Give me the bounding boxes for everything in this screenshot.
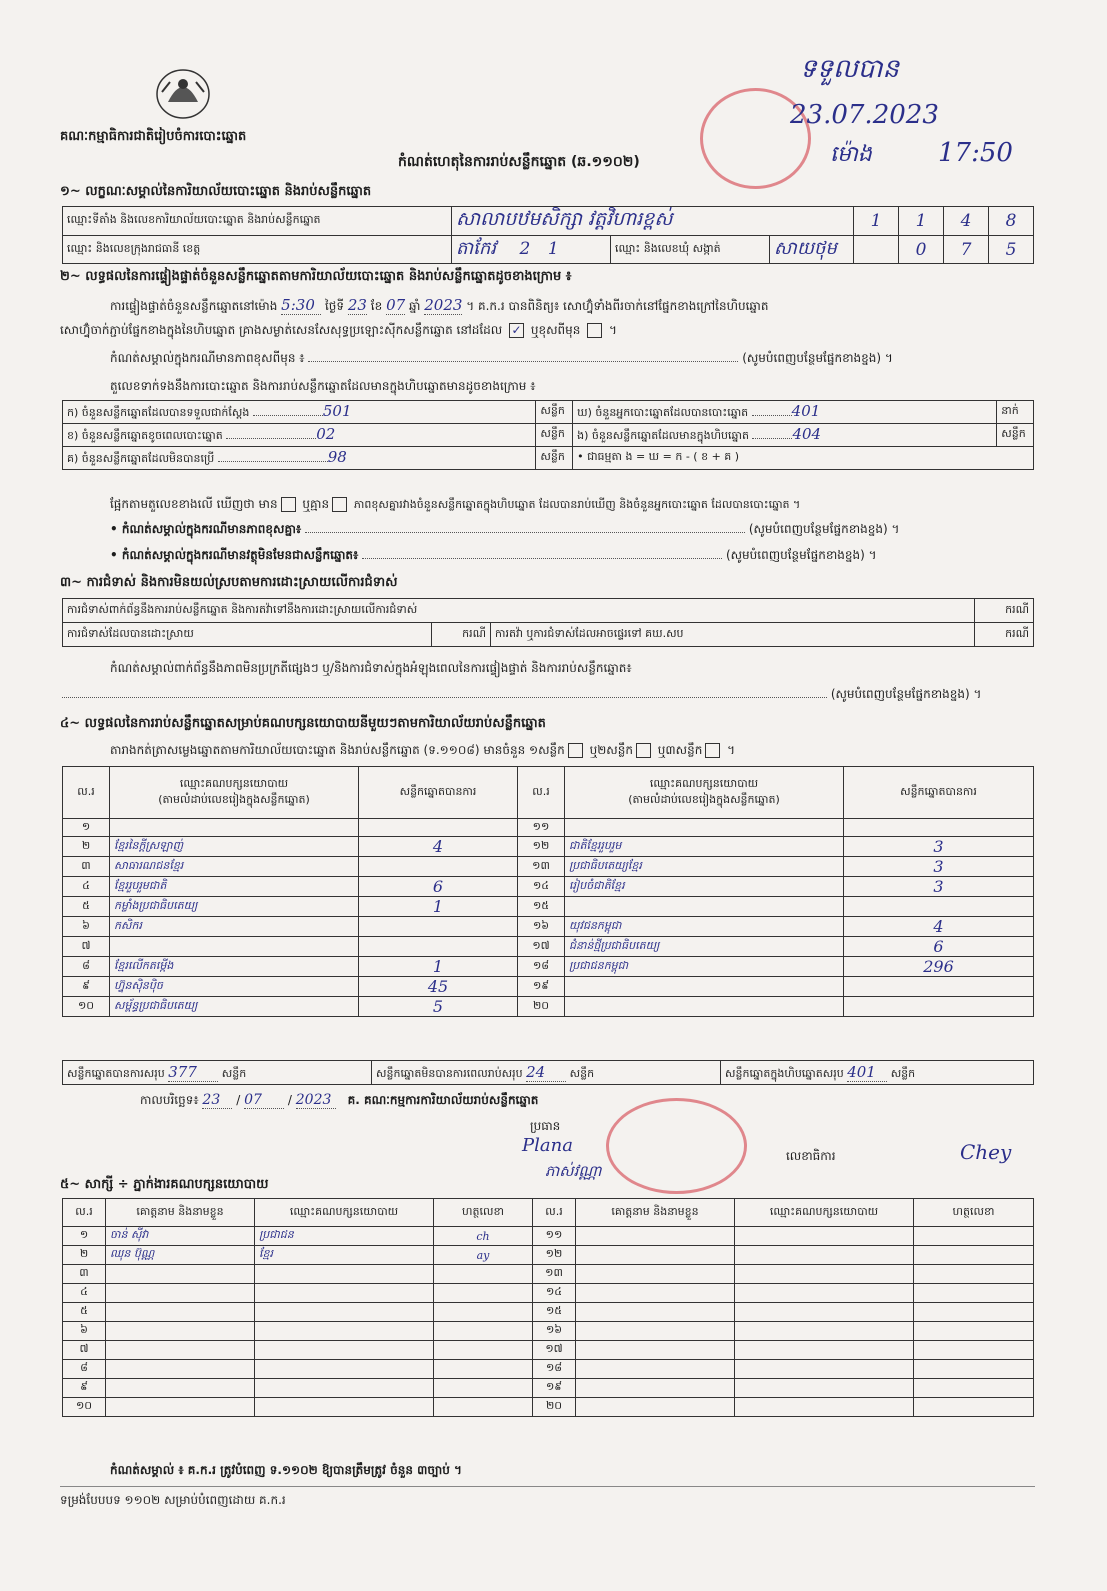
- same-checkbox[interactable]: ✓: [509, 323, 524, 338]
- table-row: ៨ ខ្មែរលើកតម្កើង 1 ១៨ ប្រជាជនកម្ពុជា 296: [63, 957, 1034, 977]
- w-col-sig-left: ហត្ថលេខា: [434, 1199, 533, 1227]
- section2-intro: តួលេខទាក់ទងនឹងការបោះឆ្នោត និងការរាប់សន្លឹកឆ្នោតដែលមានក្នុងហិបឆ្នោតមានដូចខាងក្រោម ៖: [110, 379, 536, 393]
- section3-note: កំណត់សម្គាល់ពាក់ព័ន្ធនឹងភាពមិនប្រក្រតីផ្សេងៗ ឬ/និងការជំទាស់ក្នុងអំឡុងពេលនៃការផ្ទៀងផ្ទាត់ និងការរាប់សន្លឹកឆ្នោត៖: [110, 661, 632, 675]
- section2-heading: ២~ លទ្ធផលនៃការផ្ទៀងផ្ទាត់ចំនួនសន្លឹកឆ្នោតតាមការិយាល័យបោះឆ្នោត និងរាប់សន្លឹកឆ្នោតដូចខាងក្រោម ៖: [60, 269, 572, 284]
- table-row: ៧ ១៧ ជំនាន់ថ្មីប្រជាធិបតេយ្យ 6: [63, 937, 1034, 957]
- note-foreign-objects: • កំណត់សម្គាល់ក្នុងករណីមានវត្ថុមិនមែនជាសន្លឹកឆ្នោត៖ (សូមបំពេញបន្ថែមផ្នែកខាងខ្នង) ។: [110, 548, 877, 562]
- final-note: កំណត់សម្គាល់ ៖ គ.ក.រ ត្រូវបំពេញ ទ.១១០២ ឱ្យបានត្រឹមត្រូវ ចំនួន ៣ច្បាប់ ។: [110, 1463, 462, 1477]
- w-col-name-left: គោត្តនាម និងនាមខ្លួន: [106, 1199, 255, 1227]
- w-col-sig-right: ហត្ថលេខា: [914, 1199, 1034, 1227]
- commune-digit-2: 7: [960, 239, 972, 260]
- section5-heading: ៥~ សាក្សី ÷ ភ្នាក់ងារគណបក្សនយោបាយ: [60, 1177, 269, 1192]
- has-difference-checkbox[interactable]: [281, 497, 296, 512]
- one-sheet-checkbox[interactable]: [568, 743, 583, 758]
- voters-label: ឃ) ចំនួនអ្នកបោះឆ្នោតដែលបានបោះឆ្នោត: [577, 406, 749, 419]
- table-row: ៨ ១៨: [63, 1360, 1034, 1379]
- section1-heading: ១~ លក្ខណៈសម្គាល់នៃការិយាល័យបោះឆ្នោត និងរាប់សន្លឹកឆ្នោត: [60, 184, 372, 199]
- note-difference: កំណត់សម្គាល់ក្នុងករណីមានភាពខុសពីមុន ៖ (សូមបំពេញបន្ថែមផ្នែកខាងខ្នង) ។: [110, 351, 893, 365]
- commune-value: សាយថុម: [774, 238, 837, 259]
- col-party-right-sub: (តាមលំដាប់លេខរៀងក្នុងសន្លឹកឆ្នោត): [628, 792, 780, 806]
- station-digit-2: 1: [915, 211, 927, 231]
- verify-year: 2023: [424, 296, 463, 314]
- verify-day: 23: [347, 296, 367, 314]
- escalated-unit: ករណី: [975, 623, 1034, 647]
- station-digit-3: 4: [960, 211, 972, 231]
- table-row: ១ ចាន់ ស៊ីវា ប្រជាជន ch ១១: [63, 1227, 1034, 1246]
- three-sheets-checkbox[interactable]: [705, 743, 720, 758]
- w-col-party-right: ឈ្មោះគណបក្សនយោបាយ: [735, 1199, 914, 1227]
- total-valid-value: 377: [168, 1063, 218, 1082]
- col-votes-left: សន្លឹកឆ្នោតបានការ: [359, 767, 518, 819]
- commune-digit-3: 5: [1005, 239, 1017, 260]
- note-discrepancy: • កំណត់សម្គាល់ក្នុងករណីមានភាពខុសគ្នា៖ (សូមបំពេញបន្ថែមផ្នែកខាងខ្នង) ។: [110, 522, 900, 536]
- objections-table: [62, 598, 1034, 647]
- table-row: ១ ១១: [63, 819, 1034, 837]
- ballots-in-box-label: ង) ចំនួនសន្លឹកឆ្នោតដែលមានក្នុងហិបឆ្នោត: [577, 429, 749, 442]
- table-row: ៥ កម្លាំងប្រជាធិបតេយ្យ 1 ១៥: [63, 897, 1034, 917]
- table-row: ១០ សម្ព័ន្ធប្រជាធិបតេយ្យ 5 ២០: [63, 997, 1034, 1017]
- ballots-in-box-unit: សន្លឹក: [997, 424, 1034, 447]
- col-no-right: ល.រ: [518, 767, 565, 819]
- received-value: 501: [322, 402, 352, 420]
- emblem-icon: [148, 62, 218, 122]
- station-label: ឈ្មោះទីតាំង និងលេខការិយាល័យបោះឆ្នោត និងរាប់សន្លឹកឆ្នោត: [63, 207, 452, 236]
- province-digit-2: 1: [547, 239, 559, 259]
- table-row: ៣ សាធារណជនខ្មែរ ១៣ ប្រជាធិបតេយ្យខ្មែរ 3: [63, 857, 1034, 877]
- table-row: ៥ ១៥: [63, 1303, 1034, 1322]
- unused-value: 98: [327, 448, 347, 466]
- section3-heading: ៣~ ការជំទាស់ និងការមិនយល់ស្របតាមការដោះស្រាយលើការជំទាស់: [60, 575, 398, 590]
- secretary-title: លេខាធិការ: [786, 1149, 836, 1163]
- resolved-unit: ករណី: [432, 623, 491, 647]
- footer-divider: [60, 1486, 1035, 1487]
- official-stamp-bottom: [606, 1098, 747, 1194]
- section2-para2: ផ្អែកតាមតួលេខខាងលើ ឃើញថា មាន ឬគ្មាន ភាពខុសគ្នារវាងចំនួនសន្លឹកឆ្នោតក្នុងហិបឆ្នោត ដែលបានរាប់ឃើញ និងចំនួនអ្នកបោះឆ្នោត ដែលបានបោះឆ្នោត ។: [110, 497, 801, 511]
- table-row: ៣ ១៣: [63, 1265, 1034, 1284]
- total-valid-label: សន្លឹកឆ្នោតបានការសរុប: [67, 1066, 165, 1080]
- table-row: ៩ ហ្វ៊ុនស៊ិនប៉ិច 45 ១៩: [63, 977, 1034, 997]
- station-digit-1: 1: [870, 211, 882, 231]
- totals-table: សន្លឹកឆ្នោតបានការសរុប 377 សន្លឹក សន្លឹកឆ្នោតមិនបានការពេលរាប់សរុប 24 សន្លឹក សន្លឹកឆ្នោតក្នុងហិបឆ្នោតសរុប 401 សន្លឹក: [62, 1060, 1034, 1085]
- polling-station-table: [62, 206, 1034, 264]
- table-row: ៦ ១៦: [63, 1322, 1034, 1341]
- formula: • ជាធម្មតា ង = ឃ = ក - ( ខ + គ ): [573, 447, 1034, 470]
- committee-name: គណៈកម្មាធិការជាតិរៀបចំការបោះឆ្នោត: [60, 129, 247, 144]
- verify-month: 07: [386, 296, 406, 314]
- received-label: ក) ចំនួនសន្លឹកឆ្នោតដែលបានទទួលជាក់ស្ដែង: [67, 406, 250, 419]
- total-invalid-label: សន្លឹកឆ្នោតមិនបានការពេលរាប់សរុប: [376, 1066, 523, 1080]
- unused-unit: សន្លឹក: [536, 447, 573, 470]
- two-sheets-checkbox[interactable]: [636, 743, 651, 758]
- footer-text: ទម្រង់បែបបទ ១១០២ សម្រាប់បំពេញដោយ គ.ក.រ: [60, 1493, 286, 1507]
- spoiled-unit: សន្លឹក: [536, 424, 573, 447]
- different-checkbox[interactable]: [587, 323, 602, 338]
- secretary-signature: Chey: [960, 1140, 1012, 1164]
- no-difference-checkbox[interactable]: [332, 497, 347, 512]
- table-row: ៤ ១៤: [63, 1284, 1034, 1303]
- col-votes-right: សន្លឹកឆ្នោតបានការ: [844, 767, 1034, 819]
- witness-table: [62, 1198, 1034, 1417]
- ballots-in-box-value: 404: [792, 425, 822, 443]
- table-row: ៧ ១៧: [63, 1341, 1034, 1360]
- col-party-left-sub: (តាមលំដាប់លេខរៀងក្នុងសន្លឹកឆ្នោត): [158, 792, 310, 806]
- section4-heading: ៤~ លទ្ធផលនៃការរាប់សន្លឹកឆ្នោតសម្រាប់គណបក្សនយោបាយនីមួយៗតាមការិយាល័យរាប់សន្លឹកឆ្នោត: [60, 716, 546, 731]
- total-box-label: សន្លឹកឆ្នោតក្នុងហិបឆ្នោតសរុប: [725, 1066, 844, 1080]
- objections-label: ការជំទាស់ពាក់ព័ន្ធនឹងការរាប់សន្លឹកឆ្នោត និងការតវ៉ាទៅនឹងការដោះស្រាយលើការជំទាស់: [63, 599, 975, 623]
- handwritten-time-label: ម៉ោង: [830, 142, 872, 167]
- station-value: សាលាបឋមសិក្សា វត្តវិហារខ្ពស់: [452, 207, 854, 236]
- spoiled-value: 02: [316, 425, 336, 443]
- section4-intro: តារាងកត់ត្រាសម្លេងឆ្នោតតាមការិយាល័យបោះឆ្នោត និងរាប់សន្លឹកឆ្នោត (ទ.១១០៨) មានចំនួន ១សន្លឹក ឬ២សន្លឹក ឬ៣សន្លឹក ។: [110, 743, 736, 757]
- unused-label: គ) ចំនួនសន្លឹកឆ្នោតដែលមិនបានប្រើ: [67, 452, 215, 465]
- president-name: ភាស់វណ្ណា: [545, 1162, 602, 1180]
- col-no-left: ល.រ: [63, 767, 110, 819]
- commune-label: ឈ្មោះ និងលេខឃុំ សង្កាត់: [611, 236, 770, 264]
- date-line: កាលបរិច្ឆេទ៖ 23 / 07 / 2023 គ. គណៈកម្មការការិយាល័យរាប់សន្លឹកឆ្នោត: [140, 1092, 539, 1108]
- station-digit-4: 8: [1005, 211, 1017, 231]
- escalated-label: ការតវ៉ា ឬការជំទាស់ដែលអាចផ្ទេរទៅ គឃ.សប: [491, 623, 975, 647]
- table-row: ២ ខ្មែរនៃក្ដីស្រឡាញ់ 4 ១២ ជាតិខ្មែររួបរួម 3: [63, 837, 1034, 857]
- resolved-label: ការជំទាស់ដែលបានដោះស្រាយ: [63, 623, 432, 647]
- table-row: ៩ ១៩: [63, 1379, 1034, 1398]
- voters-unit: នាក់: [997, 401, 1034, 424]
- col-party-left: ឈ្មោះគណបក្សនយោបាយ: [179, 776, 289, 790]
- received-unit: សន្លឹក: [536, 401, 573, 424]
- voters-value: 401: [791, 402, 821, 420]
- section2-para1: ការផ្ទៀងផ្ទាត់ចំនួនសន្លឹកឆ្នោតនៅម៉ោង 5:30 ថ្ងៃទី 23 ខែ 07 ឆ្នាំ 2023 ។ គ.ក.រ បានពិនិត្យ៖ សោហ្វ៊ុំទាំងពីរចាក់នៅផ្នែកខាងក្រៅនៃហិបឆ្នោត: [110, 296, 769, 314]
- commune-digit-1: 0: [915, 239, 927, 260]
- col-party-right: ឈ្មោះគណបក្សនយោបាយ: [649, 776, 759, 790]
- table-row: ២ ឈុន ប៊ុណ្ណ ខ្មែរ ay ១២: [63, 1246, 1034, 1265]
- total-invalid-value: 24: [526, 1063, 566, 1082]
- w-col-name-right: គោត្តនាម និងនាមខ្លួន: [576, 1199, 735, 1227]
- verify-time: 5:30: [281, 296, 321, 315]
- party-results-table: [62, 766, 1034, 1017]
- table-row: ៦ កសិករ ១៦ យុវជនកម្ពុជា 4: [63, 917, 1034, 937]
- date-day: 23: [202, 1092, 232, 1109]
- w-col-no-right: ល.រ: [533, 1199, 576, 1227]
- objections-unit: ករណី: [975, 599, 1034, 623]
- province-label: ឈ្មោះ និងលេខក្រុងរាជធានី ខេត្ត: [63, 236, 452, 264]
- date-year: 2023: [296, 1092, 336, 1109]
- handwritten-time: 17:50: [938, 138, 1013, 168]
- date-month: 07: [244, 1092, 284, 1109]
- province-digit-1: 2: [519, 239, 531, 259]
- spoiled-label: ខ) ចំនួនសន្លឹកឆ្នោតខូចពេលបោះឆ្នោត: [67, 429, 223, 442]
- form-title: កំណត់ហេតុនៃការរាប់សន្លឹកឆ្នោត (ឆ.១១០២): [398, 154, 640, 170]
- handwritten-date: 23.07.2023: [790, 100, 939, 130]
- president-title: ប្រធាន: [530, 1119, 561, 1133]
- table-row: ៤ ខ្មែររួបរួមជាតិ 6 ១៤ រៀបចំជាតិខ្មែរ 3: [63, 877, 1034, 897]
- w-col-party-left: ឈ្មោះគណបក្សនយោបាយ: [255, 1199, 434, 1227]
- table-row: ១០ ២០: [63, 1398, 1034, 1417]
- province-value: តាកែវ: [456, 238, 496, 259]
- total-box-value: 401: [847, 1063, 887, 1082]
- section3-fill-line: (សូមបំពេញបន្ថែមផ្នែកខាងខ្នង) ។: [62, 686, 1037, 704]
- handwritten-signature: ទទួលបាន: [800, 54, 900, 84]
- w-col-no-left: ល.រ: [63, 1199, 106, 1227]
- count-table: [62, 400, 1034, 470]
- section2-para1c: សោហ្វ៊ុំចាក់ភ្ជាប់ផ្នែកខាងក្នុងនៃហិបឆ្នោត គ្រាងសម្ងាត់សេនសែសុទ្ធប្រឡោះស៊ីកសន្លឹកឆ្នោត នៅដដែល ✓ ឬខុសពីមុន ។: [60, 323, 617, 337]
- president-signature: Plana: [522, 1135, 573, 1156]
